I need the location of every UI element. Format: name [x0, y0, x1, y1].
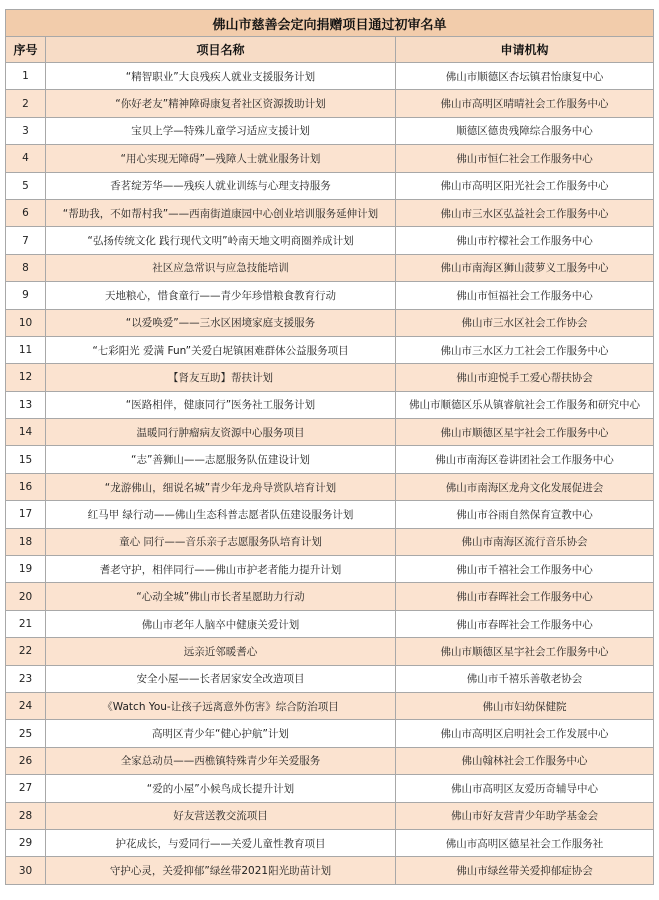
cell-no: 26: [6, 747, 46, 774]
cell-project: “弘扬传统文化 践行现代文明”岭南天地文明商圈养成计划: [46, 227, 396, 254]
table-row: [6, 227, 654, 254]
table-body: [6, 63, 654, 885]
cell-org: 佛山市柠檬社会工作服务中心: [396, 227, 654, 254]
cell-org: 佛山市高明区阳光社会工作服务中心: [396, 172, 654, 199]
cell-no: 9: [6, 282, 46, 309]
cell-project: 全家总动员——西樵镇特殊青少年关爱服务: [46, 747, 396, 774]
cell-project: 护花成长，与爱同行——关爱儿童性教育项目: [46, 829, 396, 856]
cell-org: 佛山市南海区狮山菠萝义工服务中心: [396, 254, 654, 281]
table-row: [6, 446, 654, 473]
table-row: [6, 802, 654, 829]
table-row: [6, 145, 654, 172]
cell-project: 远亲近邻暖耆心: [46, 638, 396, 665]
table-row: [6, 583, 654, 610]
cell-org: 佛山市顺德区杏坛镇君怡康复中心: [396, 63, 654, 90]
table-row: [6, 692, 654, 719]
approved-projects-table: [5, 9, 654, 885]
cell-no: 18: [6, 528, 46, 555]
cell-no: 12: [6, 364, 46, 391]
cell-org: 佛山市南海区流行音乐协会: [396, 528, 654, 555]
cell-org: 佛山市恒仁社会工作服务中心: [396, 145, 654, 172]
cell-project: “帮助我，不如帮村我”——西南街道康园中心创业培训服务延伸计划: [46, 199, 396, 226]
cell-org: 佛山市高明区启明社会工作发展中心: [396, 720, 654, 747]
table-row: [6, 364, 654, 391]
cell-no: 2: [6, 90, 46, 117]
table-row: [6, 638, 654, 665]
cell-no: 29: [6, 829, 46, 856]
column-header-org: 申请机构: [396, 37, 654, 63]
cell-org: 佛山市妇幼保健院: [396, 692, 654, 719]
cell-org: 佛山市春晖社会工作服务中心: [396, 583, 654, 610]
cell-no: 15: [6, 446, 46, 473]
cell-project: “精智职业”大良残疾人就业支援服务计划: [46, 63, 396, 90]
cell-no: 20: [6, 583, 46, 610]
cell-no: 5: [6, 172, 46, 199]
cell-org: 佛山市三水区弘益社会工作服务中心: [396, 199, 654, 226]
cell-org: 佛山市恒福社会工作服务中心: [396, 282, 654, 309]
cell-project: “爱的小屋”小候鸟成长提升计划: [46, 775, 396, 802]
cell-project: 耆老守护，相伴同行——佛山市护老者能力提升计划: [46, 556, 396, 583]
table-row: [6, 391, 654, 418]
cell-no: 23: [6, 665, 46, 692]
cell-no: 30: [6, 857, 46, 884]
cell-project: 宝贝上学—特殊儿童学习适应支援计划: [46, 117, 396, 144]
cell-org: 顺德区德贵残障综合服务中心: [396, 117, 654, 144]
cell-project: “用心实现无障碍”—残障人士就业服务计划: [46, 145, 396, 172]
cell-no: 22: [6, 638, 46, 665]
table-row: [6, 117, 654, 144]
table-row: [6, 610, 654, 637]
cell-no: 13: [6, 391, 46, 418]
cell-org: 佛山市迎悦手工爱心帮扶协会: [396, 364, 654, 391]
table-row: [6, 528, 654, 555]
cell-project: 守护心灵，关爱抑郁”绿丝带2021阳光助苗计划: [46, 857, 396, 884]
cell-project: 天地粮心，惜食童行——青少年珍惜粮食教育行动: [46, 282, 396, 309]
table-row: [6, 336, 654, 363]
cell-no: 1: [6, 63, 46, 90]
table-row: [6, 665, 654, 692]
table-row: [6, 309, 654, 336]
list-sheet: [5, 9, 653, 885]
column-header-no: 序号: [6, 37, 46, 63]
cell-no: 3: [6, 117, 46, 144]
cell-project: “你好老友”精神障碍康复者社区资源拨助计划: [46, 90, 396, 117]
cell-no: 21: [6, 610, 46, 637]
table-row: [6, 172, 654, 199]
table-row: [6, 857, 654, 884]
cell-project: 红马甲 绿行动——佛山生态科普志愿者队伍建设服务计划: [46, 501, 396, 528]
cell-project: “七彩阳光 爱满 Fun”关爱白坭镇困难群体公益服务项目: [46, 336, 396, 363]
column-header-project: 项目名称: [46, 37, 396, 63]
cell-project: 温暖同行肿瘤病友资源中心服务项目: [46, 419, 396, 446]
page-title: 佛山市慈善会定向捐赠项目通过初审名单: [6, 10, 654, 37]
cell-no: 17: [6, 501, 46, 528]
table-row: [6, 419, 654, 446]
cell-no: 11: [6, 336, 46, 363]
table-row: [6, 63, 654, 90]
cell-org: 佛山市顺德区星宇社会工作服务中心: [396, 638, 654, 665]
table-row: [6, 829, 654, 856]
cell-project: 《Watch You-让孩子远离意外伤害》综合防治项目: [46, 692, 396, 719]
cell-org: 佛山翰林社会工作服务中心: [396, 747, 654, 774]
cell-org: 佛山市春晖社会工作服务中心: [396, 610, 654, 637]
cell-org: 佛山市高明区友爱历奇辅导中心: [396, 775, 654, 802]
cell-org: 佛山市南海区龙舟文化发展促进会: [396, 473, 654, 500]
cell-no: 7: [6, 227, 46, 254]
cell-no: 27: [6, 775, 46, 802]
table-row: [6, 747, 654, 774]
cell-project: 【肾友互助】帮扶计划: [46, 364, 396, 391]
cell-project: “龙游佛山，细说名城”青少年龙舟导赏队培育计划: [46, 473, 396, 500]
table-row: [6, 501, 654, 528]
cell-org: 佛山市三水区力工社会工作服务中心: [396, 336, 654, 363]
cell-project: 香茗绽芳华——残疾人就业训练与心理支持服务: [46, 172, 396, 199]
table-row: [6, 282, 654, 309]
cell-org: 佛山市南海区卷讲团社会工作服务中心: [396, 446, 654, 473]
cell-org: 佛山市千禧乐善敬老协会: [396, 665, 654, 692]
cell-no: 10: [6, 309, 46, 336]
cell-project: “医路相伴，健康同行”医务社工服务计划: [46, 391, 396, 418]
cell-org: 佛山市绿丝带关爱抑郁症协会: [396, 857, 654, 884]
cell-no: 8: [6, 254, 46, 281]
cell-no: 24: [6, 692, 46, 719]
cell-org: 佛山市顺德区星宇社会工作服务中心: [396, 419, 654, 446]
cell-project: “心动全城”佛山市长者星愿助力行动: [46, 583, 396, 610]
table-row: [6, 556, 654, 583]
cell-no: 14: [6, 419, 46, 446]
cell-org: 佛山市谷雨自然保育宣教中心: [396, 501, 654, 528]
cell-org: 佛山市高明区晴晴社会工作服务中心: [396, 90, 654, 117]
cell-no: 4: [6, 145, 46, 172]
cell-project: 社区应急常识与应急技能培训: [46, 254, 396, 281]
cell-org: 佛山市顺德区乐从镇睿航社会工作服务和研究中心: [396, 391, 654, 418]
table-row: [6, 199, 654, 226]
table-row: [6, 254, 654, 281]
cell-project: 高明区青少年“健心护航”计划: [46, 720, 396, 747]
table-row: [6, 775, 654, 802]
cell-project: 佛山市老年人脑卒中健康关爱计划: [46, 610, 396, 637]
cell-org: 佛山市好友营青少年助学基金会: [396, 802, 654, 829]
cell-no: 16: [6, 473, 46, 500]
table-row: [6, 473, 654, 500]
table-row: [6, 720, 654, 747]
table-row: [6, 90, 654, 117]
cell-org: 佛山市三水区社会工作协会: [396, 309, 654, 336]
cell-no: 6: [6, 199, 46, 226]
cell-org: 佛山市高明区德星社会工作服务社: [396, 829, 654, 856]
cell-project: 安全小屋——长者居家安全改造项目: [46, 665, 396, 692]
cell-no: 19: [6, 556, 46, 583]
cell-no: 25: [6, 720, 46, 747]
cell-org: 佛山市千禧社会工作服务中心: [396, 556, 654, 583]
cell-no: 28: [6, 802, 46, 829]
cell-project: 好友营送教交流项目: [46, 802, 396, 829]
cell-project: 童心 同行——音乐亲子志愿服务队培育计划: [46, 528, 396, 555]
cell-project: “志”善狮山——志愿服务队伍建设计划: [46, 446, 396, 473]
cell-project: “以爱唤爱”——三水区困境家庭支援服务: [46, 309, 396, 336]
